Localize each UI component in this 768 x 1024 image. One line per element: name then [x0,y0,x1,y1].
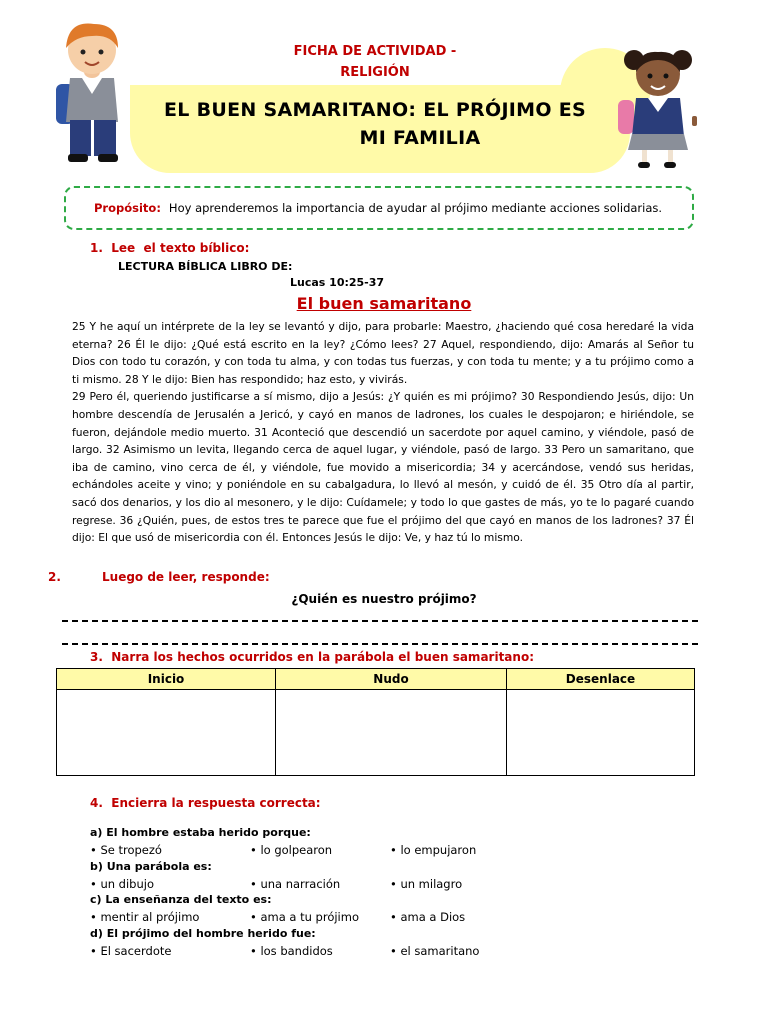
section1-heading: 1. Lee el texto bíblico: [90,241,250,255]
section2-heading: Luego de leer, responde: [102,570,270,584]
option[interactable]: • mentir al prójimo [90,910,200,924]
answer-cell-inicio[interactable] [57,690,276,776]
page-title-line1: EL BUEN SAMARITANO: EL PRÓJIMO ES [163,99,587,121]
page-title [140,96,610,152]
purpose-label: Propósito: [94,201,161,215]
worksheet-type-title: FICHA DE ACTIVIDAD - [293,44,457,59]
option[interactable]: • ama a tu prójimo [250,910,359,924]
girl-student-illustration [612,42,712,172]
reading-label: LECTURA BÍBLICA LIBRO DE: [118,260,293,273]
answer-line[interactable] [62,620,698,622]
option[interactable]: • El sacerdote [90,944,172,958]
worksheet-subject-title: RELIGIÓN [340,65,410,80]
option[interactable]: • un milagro [390,877,463,891]
bible-paragraph: 29 Pero él, queriendo justificarse a sí mismo, dijo a Jesús: ¿Y quién es mi prójimo? 30 Respondiendo Jesús, dijo: Un hombre descendía de Jerusalén a Jericó, y cayó en manos de ladrones, los cuales le despojaron; e hiriéndole, se fueron, dejándole medio muerto. 31 Aconteció que descendió un sacerdote por aquel camino, y viéndole, pasó de largo. 32 Asimismo un levita, llegando cerca de aquel lugar, y viéndole, pasó de largo. 33 Pero un samaritano, que iba de camino, vino cerca de él, y viéndole, fue movido a misericordia; 34 y acercándose, vendó sus heridas, echándoles aceite y vino; y poniéndole en su cabalgadura, lo llevó al mesón, y cuidó de él. 35 Otro día al partir, sacó dos denarios, y los dio al mesonero, y le dijo: Cuídamele; y todo lo que gastes de más, yo te lo pagaré cuando regrese. 36 ¿Quién, pues, de estos tres te parece que fue el prójimo del que cayó en manos de los ladrones? 37 Él dijo: El que usó de misericordia con él. Entonces Jesús le dijo: Ve, y haz tú lo mismo. [72,390,694,545]
section2-question: ¿Quién es nuestro prójimo? [291,592,477,606]
story-table [56,668,695,776]
option[interactable]: • ama a Dios [390,910,466,924]
section2-number: 2. [48,570,61,584]
section3-heading: 3. Narra los hechos ocurridos en la parábola el buen samaritano: [90,650,534,664]
page-title-line2: MI FAMILIA [359,127,481,149]
option[interactable]: • lo golpearon [250,843,333,857]
purpose-text: Hoy aprenderemos la importancia de ayudar al prójimo mediante acciones solidarias. [168,201,663,215]
option[interactable]: • lo empujaron [390,843,477,857]
purpose-box [64,186,694,230]
column-header-desenlace: Desenlace [507,669,695,690]
answer-cell-desenlace[interactable] [507,690,695,776]
question-b: b) Una parábola es: [90,860,212,873]
bible-paragraph: 25 Y he aquí un intérprete de la ley se levantó y dijo, para probarle: Maestro, ¿haciendo qué cosa heredaré la vida eterna? 26 Él le dijo: ¿Qué está escrito en la ley? ¿Cómo lees? 27 Aquel, respondiendo, dijo: Amarás al Señor tu Dios con todo tu corazón, y con toda tu alma, y con todas tus fuerzas, y con toda tu mente; y a tu prójimo como a ti mismo. 28 Y le dijo: Bien has respondido; haz esto, y vivirás. [72,320,694,386]
answer-cell-nudo[interactable] [276,690,507,776]
section4-heading: 4. Encierra la respuesta correcta: [90,796,321,810]
answer-line[interactable] [62,643,698,645]
question-a: a) El hombre estaba herido porque: [90,826,311,839]
option[interactable]: • un dibujo [90,877,154,891]
column-header-inicio: Inicio [57,669,276,690]
bible-reference: Lucas 10:25-37 [290,276,385,289]
question-c: c) La enseñanza del texto es: [90,893,272,906]
option[interactable]: • Se tropezó [90,843,162,857]
option[interactable]: • los bandidos [250,944,333,958]
option[interactable]: • el samaritano [390,944,480,958]
bible-text [72,318,694,547]
reading-title: El buen samaritano [296,294,472,313]
question-d: d) El prójimo del hombre herido fue: [90,927,316,940]
column-header-nudo: Nudo [276,669,507,690]
boy-student-illustration [48,14,138,164]
option[interactable]: • una narración [250,877,341,891]
